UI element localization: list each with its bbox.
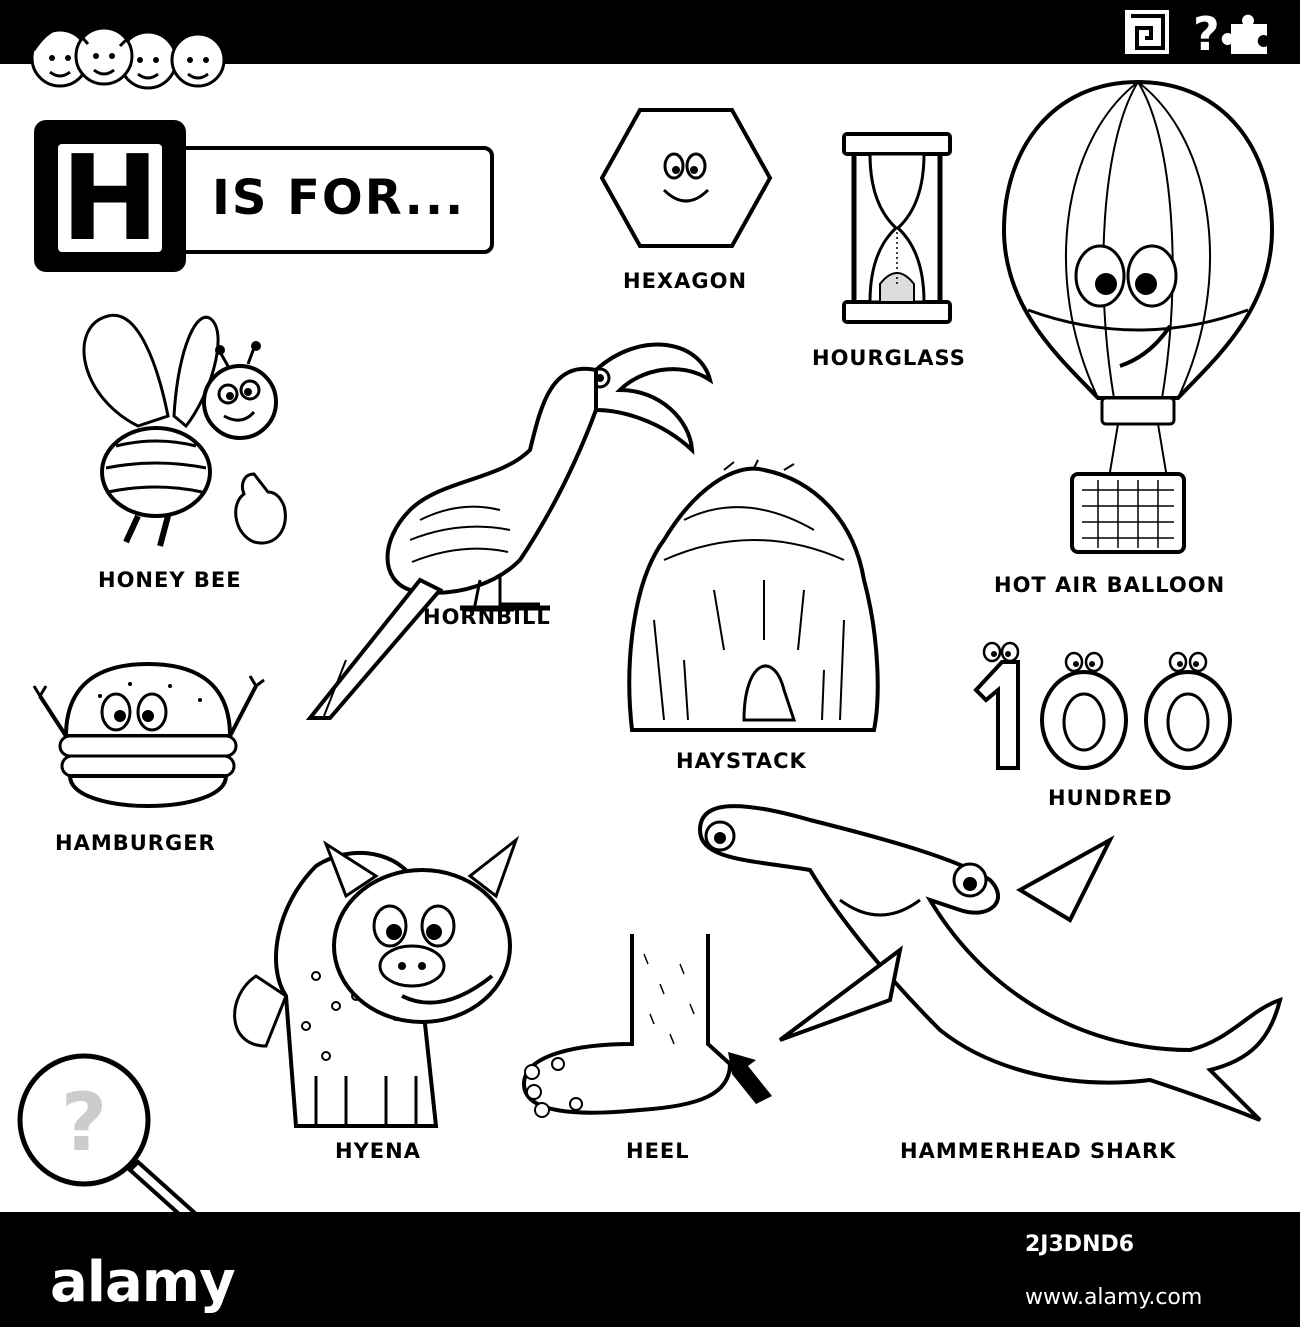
- haystack-illustration: [624, 460, 882, 738]
- label-hornbill: HORNBILL: [423, 605, 551, 629]
- puzzle-icon: [1222, 15, 1267, 54]
- kids-faces-icon: [20, 10, 230, 92]
- hexagon-illustration: [600, 108, 772, 248]
- honey-bee-illustration: [78, 306, 290, 562]
- hourglass-illustration: [842, 132, 952, 324]
- svg-text:?: ?: [1193, 7, 1220, 58]
- label-hyena: HYENA: [335, 1139, 421, 1163]
- label-heel: HEEL: [626, 1139, 690, 1163]
- hammerhead-shark-illustration: [690, 800, 1284, 1122]
- label-hourglass: HOURGLASS: [812, 346, 966, 370]
- label-hamburger: HAMBURGER: [55, 831, 216, 855]
- hamburger-illustration: [30, 656, 274, 824]
- hyena-illustration: [226, 846, 536, 1128]
- maze-icon: [1125, 10, 1169, 54]
- watermark-image-code: 2J3DND6: [1025, 1232, 1135, 1257]
- top-icons: [1123, 6, 1278, 58]
- label-haystack: HAYSTACK: [676, 749, 807, 773]
- magnifier-question-mark: ?: [60, 1076, 108, 1169]
- label-hundred: HUNDRED: [1048, 786, 1173, 810]
- hundred-number: 100: [966, 640, 968, 641]
- label-hammerhead-shark: HAMMERHEAD SHARK: [900, 1139, 1177, 1163]
- label-hexagon: HEXAGON: [623, 269, 748, 293]
- label-honey-bee: HONEY BEE: [98, 568, 242, 592]
- label-hot-air-balloon: HOT AIR BALLOON: [994, 573, 1226, 597]
- heading-letter: H: [58, 144, 162, 252]
- hot-air-balloon-illustration: [1002, 80, 1274, 556]
- heading-text: IS FOR...: [212, 170, 466, 226]
- hundred-illustration: [966, 640, 1238, 772]
- watermark-brand: alamy: [50, 1250, 235, 1315]
- question-icon: [1193, 7, 1220, 58]
- watermark-site: www.alamy.com: [1025, 1285, 1203, 1310]
